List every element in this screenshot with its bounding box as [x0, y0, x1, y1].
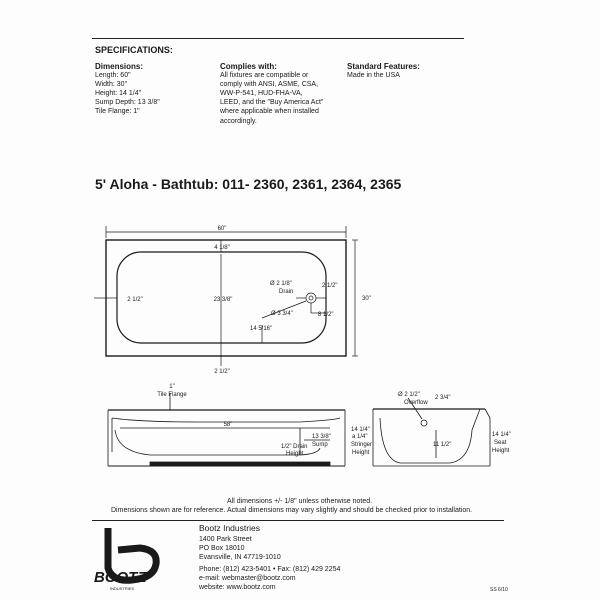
- end-overflow-dia: Ø 2 1/2": [398, 392, 420, 398]
- complies-line: comply with ANSI, ASME, CSA,: [220, 81, 319, 89]
- plan-drain-from-bottom: 14 5/16": [250, 326, 273, 332]
- plan-length: 60": [217, 226, 227, 232]
- end-overflow-label: Overflow: [404, 400, 428, 406]
- side-drain-height: 1/2" Drain: [281, 444, 308, 450]
- logo-subtitle: INDUSTRIES: [110, 586, 135, 591]
- dimension-flange: Tile Flange: 1": [95, 108, 140, 116]
- complies-line: LEED, and the "Buy America Act": [220, 99, 324, 107]
- company-address-3: Evansville, IN 47719-1010: [199, 554, 281, 561]
- specifications-heading: SPECIFICATIONS:: [95, 45, 173, 55]
- company-website: website: www.bootz.com: [199, 584, 276, 591]
- complies-line: All fixtures are compatible or: [220, 72, 309, 80]
- note-tolerance: All dimensions +/- 1/8" unless otherwise noted.: [227, 498, 373, 505]
- company-address-1: 1400 Park Street: [199, 536, 252, 543]
- plan-left-rim: 2 1/2": [127, 297, 143, 303]
- standard-features-heading: Standard Features:: [347, 62, 420, 71]
- end-seat-3: Height: [492, 448, 510, 454]
- side-bottom-length: 58": [223, 422, 233, 428]
- complies-line: accordingly.: [220, 117, 257, 125]
- side-drain-height-label: Height: [286, 451, 304, 457]
- plan-bottom-rim: 2 1/2": [214, 369, 230, 375]
- dimensions-heading: Dimensions:: [95, 62, 144, 71]
- plan-drain-label: Drain: [279, 289, 294, 295]
- end-stringer-4: Height: [352, 450, 370, 456]
- company-address-2: PO Box 18010: [199, 545, 245, 552]
- plan-width: 30": [362, 296, 371, 302]
- complies-line: where applicable when installed: [220, 108, 319, 116]
- dimension-sump: Sump Depth: 13 3/8": [95, 99, 160, 107]
- standard-feature-item: Made in the USA: [347, 72, 400, 80]
- bootz-logo: [88, 524, 198, 594]
- plan-top-rim: 4 1/8": [214, 245, 230, 251]
- logo-wordmark: BOOTZ: [94, 569, 147, 586]
- product-title: 5' Aloha - Bathtub: 011- 2360, 2361, 2364, 2365: [95, 176, 402, 192]
- company-name: Bootz Industries: [199, 523, 260, 533]
- dimension-length: Length: 60": [95, 72, 131, 80]
- dimension-width: Width: 30": [95, 81, 128, 89]
- plan-drain-right: 2 1/2": [322, 283, 338, 289]
- side-sump: 13 3/8": [312, 434, 331, 440]
- end-seat-1: 14 1/4": [492, 432, 511, 438]
- end-overflow-height: 11 1/2": [433, 442, 452, 448]
- side-sump-label: Sump: [312, 442, 328, 448]
- company-email: e-mail: webmaster@bootz.com: [199, 575, 296, 582]
- end-stringer-3: Stringer: [351, 442, 373, 448]
- bottom-rule: [92, 520, 504, 521]
- plan-drain-circle: Ø 3 3/4": [271, 311, 293, 317]
- end-seat-2: Seat: [494, 440, 507, 446]
- side-tile-flange: 1": [169, 384, 175, 390]
- end-stringer-1: 14 1/4": [351, 427, 370, 433]
- company-phone: Phone: (812) 423-5401 • Fax: (812) 429 2254: [199, 566, 341, 573]
- document-code: SS 6/10: [490, 587, 508, 593]
- plan-drain-offset: 8 1/2": [318, 312, 334, 318]
- complies-heading: Complies with:: [220, 62, 277, 71]
- note-reference: Dimensions shown are for reference. Actual dimensions may vary slightly and should be checked prior to installation.: [111, 507, 473, 514]
- plan-drain-dia: Ø 2 1/8": [270, 281, 292, 287]
- complies-line: WW-P-541, HUD-FHA-VA,: [220, 90, 303, 98]
- end-stringer-2: a 1/4": [352, 434, 368, 440]
- plan-inner-width: 23 3/8": [213, 297, 233, 303]
- end-overflow-offset: 2 3/4": [435, 395, 451, 401]
- dimension-height: Height: 14 1/4": [95, 90, 142, 98]
- side-tile-flange-label: Tile Flange: [157, 392, 187, 398]
